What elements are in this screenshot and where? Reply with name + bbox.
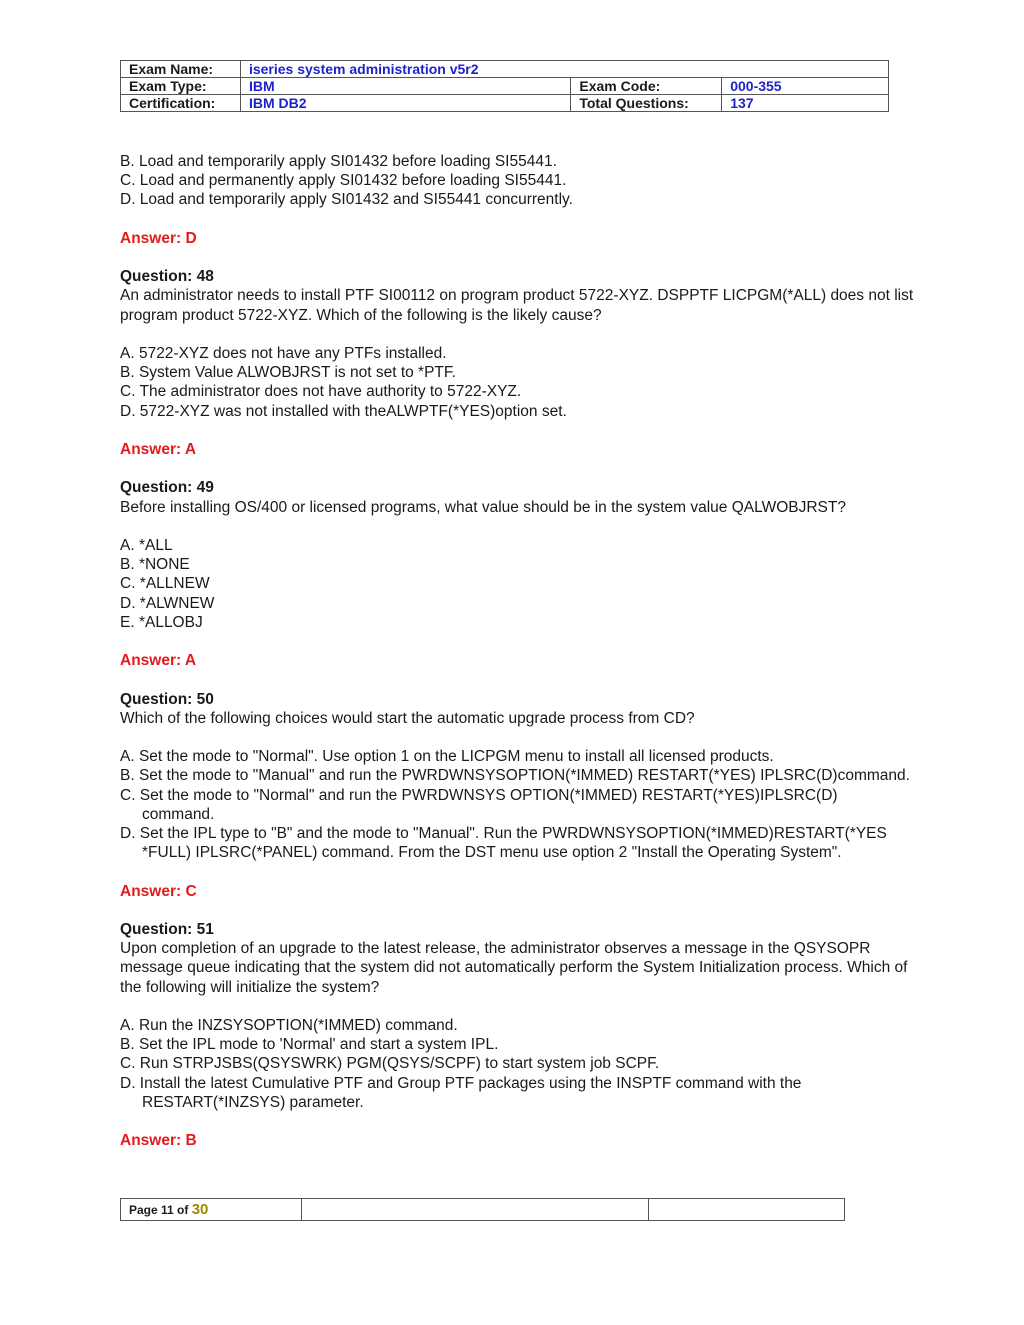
- question-title: Question: 49: [120, 479, 214, 497]
- question-block: [120, 478, 990, 689]
- page-footer: [120, 1198, 845, 1221]
- question-text-line: message queue indicating that the system did not automatically perform the System Initialization process. Which of: [120, 959, 908, 977]
- exam-name-label: Exam Name:: [121, 61, 241, 78]
- question-block: [120, 690, 990, 920]
- page-content: [120, 152, 990, 1150]
- exam-code-value: 000-355: [722, 78, 889, 95]
- footer-cell-empty: [302, 1199, 648, 1221]
- option-line: C. The administrator does not have authority to 5722-XYZ.: [120, 383, 522, 401]
- option-line: D. 5722-XYZ was not installed with theALWPTF(*YES)option set.: [120, 402, 567, 420]
- exam-name-value: iseries system administration v5r2: [240, 61, 888, 78]
- exam-code-label: Exam Code:: [571, 78, 722, 95]
- answer-label: Answer: C: [120, 882, 197, 900]
- option-line: RESTART(*INZSYS) parameter.: [142, 1093, 364, 1111]
- total-questions-value: 137: [722, 95, 889, 112]
- question-block: [120, 267, 990, 478]
- question-title: Question: 48: [120, 268, 214, 286]
- exam-header-table: [120, 60, 889, 112]
- question-block: [120, 920, 990, 1150]
- page-total: 30: [191, 1201, 209, 1218]
- option-line: C. Load and permanently apply SI01432 before loading SI55441.: [120, 172, 567, 190]
- option-line: B. System Value ALWOBJRST is not set to *PTF.: [120, 364, 456, 382]
- page-number: [121, 1199, 302, 1221]
- option-line: D. Load and temporarily apply SI01432 and SI55441 concurrently.: [120, 191, 573, 209]
- exam-type-label: Exam Type:: [121, 78, 241, 95]
- question-text-line: Which of the following choices would start the automatic upgrade process from CD?: [120, 709, 695, 727]
- option-line: C. Set the mode to "Normal" and run the PWRDWNSYS OPTION(*IMMED) RESTART(*YES)IPLSRC(D): [120, 786, 838, 804]
- option-line: D. Set the IPL type to "B" and the mode to "Manual". Run the PWRDWNSYSOPTION(*IMMED)RESTART(*YES: [120, 824, 887, 842]
- option-line: C. Run STRPJSBS(QSYSWRK) PGM(QSYS/SCPF) to start system job SCPF.: [120, 1055, 660, 1073]
- option-line: C. *ALLNEW: [120, 575, 210, 593]
- option-line: B. Set the IPL mode to 'Normal' and start a system IPL.: [120, 1036, 499, 1054]
- answer-label: Answer: B: [120, 1132, 197, 1150]
- option-line: A. Set the mode to "Normal". Use option 1 on the LICPGM menu to install all licensed products.: [120, 748, 774, 766]
- option-line: D. Install the latest Cumulative PTF and Group PTF packages using the INSPTF command with the: [120, 1074, 802, 1092]
- question-text-line: program product 5722-XYZ. Which of the following is the likely cause?: [120, 306, 602, 324]
- option-line: D. *ALWNEW: [120, 594, 215, 612]
- option-line: B. Load and temporarily apply SI01432 before loading SI55441.: [120, 153, 557, 170]
- question-text-line: An administrator needs to install PTF SI00112 on program product 5722-XYZ. DSPPTF LICPGM(*ALL) does not list: [120, 287, 914, 305]
- page-label: Page 11 of: [129, 1203, 192, 1217]
- total-questions-label: Total Questions:: [571, 95, 722, 112]
- option-line: command.: [142, 805, 215, 823]
- exam-type-value: IBM: [240, 78, 570, 95]
- previous-question-options: [120, 152, 990, 210]
- option-line: E. *ALLOBJ: [120, 613, 203, 631]
- option-line: A. 5722-XYZ does not have any PTFs installed.: [120, 344, 447, 362]
- option-line: B. Set the mode to "Manual" and run the PWRDWNSYSOPTION(*IMMED) RESTART(*YES) IPLSRC(D)command.: [120, 767, 910, 785]
- option-line: B. *NONE: [120, 556, 190, 574]
- question-title: Question: 51: [120, 920, 214, 938]
- option-line: A. *ALL: [120, 536, 173, 554]
- certification-value: IBM DB2: [240, 95, 570, 112]
- answer-label: Answer: D: [120, 229, 197, 247]
- answer-label: Answer: A: [120, 652, 197, 670]
- footer-cell-empty: [648, 1199, 844, 1221]
- option-line: *FULL) IPLSRC(*PANEL) command. From the DST menu use option 2 "Install the Operating System".: [142, 844, 842, 862]
- certification-label: Certification:: [121, 95, 241, 112]
- answer-label: Answer: A: [120, 440, 197, 458]
- question-title: Question: 50: [120, 690, 214, 708]
- question-text-line: the following will initialize the system?: [120, 978, 380, 996]
- question-text-line: Before installing OS/400 or licensed programs, what value should be in the system value QALWOBJRST?: [120, 498, 846, 516]
- question-text-line: Upon completion of an upgrade to the latest release, the administrator observes a message in the QSYSOPR: [120, 940, 871, 958]
- question-list: [120, 267, 990, 1150]
- option-line: A. Run the INZSYSOPTION(*IMMED) command.: [120, 1016, 458, 1034]
